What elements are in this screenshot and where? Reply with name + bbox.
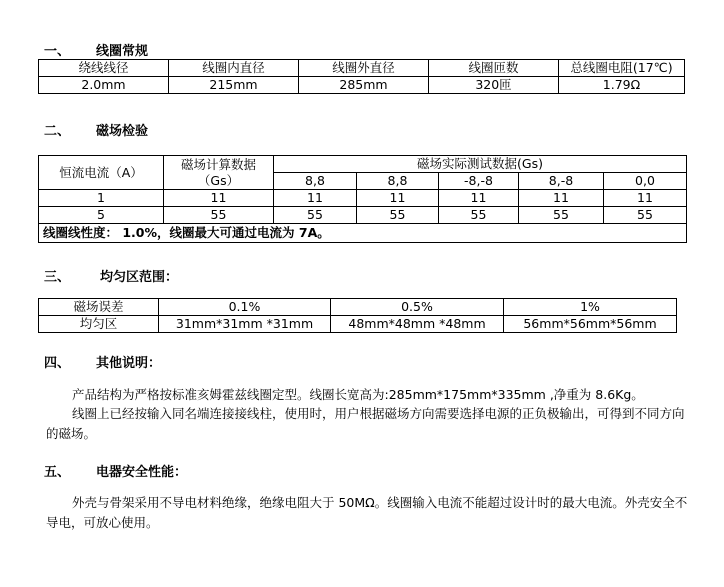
table-cell: 55 [519,207,604,224]
table-cell: 55 [274,207,357,224]
table-cell: 11 [519,190,604,207]
section-title: 线圈常规 [96,44,149,59]
position-cell: -8,-8 [439,173,519,190]
coil-spec-table [38,59,685,94]
measured-header: 磁场实际测试数据(Gs) [274,156,687,173]
table-header-row [39,60,685,77]
table-cell: 1 [39,190,164,207]
table-cell: 285mm [299,77,429,94]
table-cell: 11 [164,190,274,207]
section-number: 四、 [44,356,71,371]
position-cell: 8,8 [274,173,357,190]
section-title: 其他说明： [96,356,162,371]
table-cell: 55 [604,207,687,224]
position-cell: 8,-8 [519,173,604,190]
table-cell: 55 [357,207,439,224]
calc-header-line2: （Gs） [197,172,240,188]
terminal-note: 线圈上已经按输入同名端连接接线柱，使用时，用户根据磁场方向需要选择电源的正负极输出，可得到不同方向的磁场。 [46,406,685,441]
position-cell: 8,8 [357,173,439,190]
header-cell: 绕线线径 [39,60,169,77]
table-cell: 1% [504,299,677,316]
linearity-note: 线圈线性度： 1.0%，线圈最大可通过电流为 7A。 [39,224,687,243]
table-row [39,299,677,316]
section-4-heading [44,352,161,371]
section-3-heading [44,266,178,285]
position-cell: 0,0 [604,173,687,190]
section-1-heading [44,40,148,59]
table-cell: 55 [439,207,519,224]
calc-header-line1: 磁场计算数据 [180,156,256,172]
table-cell: 1.79Ω [559,77,685,94]
table-cell: 11 [439,190,519,207]
section-title: 磁场检验 [96,124,149,139]
section-number: 三、 [44,270,71,285]
header-cell: 总线圈电阻(17℃) [559,60,685,77]
field-test-table [38,155,687,243]
section-2-heading [44,120,148,139]
table-cell: 11 [274,190,357,207]
table-cell: 56mm*56mm*56mm [504,316,677,333]
table-row [39,190,687,207]
section-title: 电器安全性能： [96,465,188,480]
table-cell: 5 [39,207,164,224]
section-number: 一、 [44,44,71,59]
section-5-heading [44,461,187,480]
structure-note: 产品结构为严格按标准亥姆霍兹线圈定型。线圈长宽高为:285mm*175mm*335mm ,净重为 8.6Kg。 [72,387,644,402]
section-number: 二、 [44,124,71,139]
uniform-zone-table [38,298,677,333]
table-row [39,207,687,224]
section-title: 均匀区范围： [100,270,179,285]
table-header-row [39,156,687,173]
header-cell: 线圈匝数 [429,60,559,77]
row-label: 磁场误差 [39,299,159,316]
table-cell: 11 [604,190,687,207]
table-cell: 55 [164,207,274,224]
table-cell: 320匝 [429,77,559,94]
table-row [39,77,685,94]
header-cell: 线圈内直径 [169,60,299,77]
header-cell: 线圈外直径 [299,60,429,77]
table-cell: 2.0mm [39,77,169,94]
row-label: 均匀区 [39,316,159,333]
table-cell: 48mm*48mm *48mm [331,316,504,333]
table-cell: 215mm [169,77,299,94]
footer-row [39,224,687,243]
calc-header [164,156,274,190]
table-row [39,316,677,333]
table-cell: 0.5% [331,299,504,316]
table-cell: 31mm*31mm *31mm [159,316,331,333]
safety-note: 外壳与骨架采用不导电材料绝缘，绝缘电阻大于 50MΩ。线圈输入电流不能超过设计时的最大电流。外壳安全不导电，可放心使用。 [46,495,688,530]
section-number: 五、 [44,465,71,480]
table-cell: 0.1% [159,299,331,316]
table-cell: 11 [357,190,439,207]
current-header: 恒流电流（A） [39,156,164,190]
